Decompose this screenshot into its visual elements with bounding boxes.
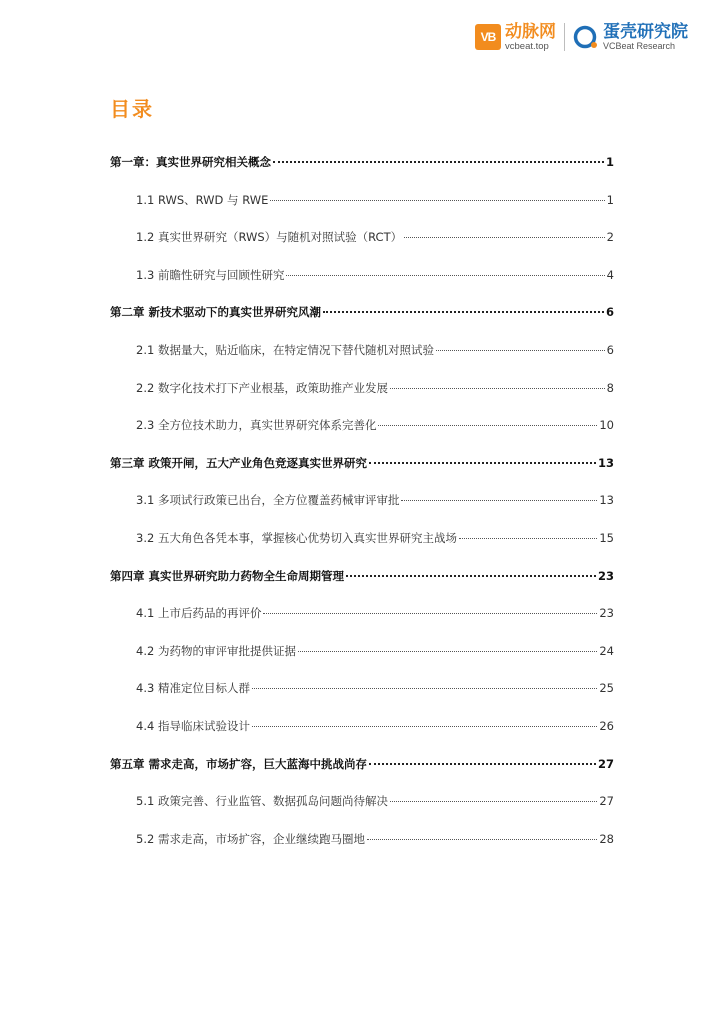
header-logos [475,20,688,54]
toc-chapter-entry[interactable] [110,568,614,606]
toc-entry-page: 13 [599,493,614,508]
vcbeat-research-logo [573,23,688,51]
toc-chapter-entry[interactable] [110,304,614,342]
toc-entry-page: 25 [599,681,614,696]
toc-entry-page: 15 [599,530,614,545]
toc-entry-title: 5.2 需求走高，市场扩容，企业继续跑马圈地 [136,831,365,846]
toc-section-entry[interactable] [110,718,614,756]
toc-entry-title: 1.2 真实世界研究（RWS）与随机对照试验（RCT） [136,230,403,245]
toc-dot-leader [401,500,597,501]
logo-divider [564,23,565,51]
toc-entry-title: 第四章 真实世界研究助力药物全生命周期管理 [110,568,345,583]
eggshell-icon [573,24,599,50]
vcbeat-badge-text: VB [480,30,496,44]
toc-section-entry[interactable] [110,793,614,831]
table-of-contents [110,154,614,868]
toc-dot-leader [369,763,596,765]
toc-section-entry[interactable] [110,417,614,455]
toc-section-entry[interactable] [110,492,614,530]
toc-entry-page: 27 [597,756,614,771]
toc-dot-leader [346,575,596,577]
toc-entry-page: 28 [599,831,614,846]
toc-entry-title: 第一章：真实世界研究相关概念 [110,155,271,169]
toc-entry-page: 27 [599,794,614,809]
toc-entry-title: 2.3 全方位技术助力，真实世界研究体系完善化 [136,418,377,433]
toc-title: 目录 [110,97,154,121]
toc-dot-leader [273,161,604,163]
research-name: 蛋壳研究院 [603,22,688,41]
toc-dot-leader [323,311,604,313]
toc-entry-title: 1.3 前瞻性研究与回顾性研究 [136,267,285,282]
toc-section-entry[interactable] [110,380,614,418]
toc-entry-title: 4.2 为药物的审评审批提供证据 [136,643,296,658]
toc-entry-page: 23 [597,568,614,583]
toc-section-entry[interactable] [110,530,614,568]
toc-section-entry[interactable] [110,267,614,305]
toc-dot-leader [252,688,597,689]
toc-entry-page: 2 [606,230,614,245]
toc-entry-title: 1.1 RWS、RWD 与 RWE [136,192,269,207]
vcbeat-url: vcbeat.top [505,40,549,52]
toc-entry-page: 8 [606,380,614,395]
toc-entry-title: 第二章 新技术驱动下的真实世界研究风潮 [110,305,322,320]
toc-entry-title: 2.2 数字化技术打下产业根基，政策助推产业发展 [136,380,388,395]
toc-entry-page: 26 [599,718,614,733]
toc-dot-leader [404,237,605,238]
toc-entry-page: 10 [599,418,614,433]
toc-section-entry[interactable] [110,643,614,681]
toc-entry-page: 6 [606,342,614,357]
toc-section-entry[interactable] [110,192,614,230]
toc-dot-leader [459,538,597,539]
toc-entry-title: 4.4 指导临床试验设计 [136,718,250,733]
toc-entry-page: 1 [605,155,614,169]
vcbeat-name: 动脉网 [505,21,556,41]
toc-entry-page: 6 [605,305,614,320]
toc-entry-title: 4.1 上市后药品的再评价 [136,606,262,621]
research-subtitle: VCBeat Research [603,41,676,51]
toc-dot-leader [286,275,604,276]
toc-entry-page: 24 [599,643,614,658]
toc-entry-title: 第五章 需求走高，市场扩容，巨大蓝海中挑战尚存 [110,756,368,771]
toc-section-entry[interactable] [110,342,614,380]
toc-section-entry[interactable] [110,605,614,643]
toc-dot-leader [270,200,604,201]
toc-section-entry[interactable] [110,680,614,718]
toc-chapter-entry[interactable] [110,154,614,192]
toc-entry-title: 3.1 多项试行政策已出台，全方位覆盖药械审评审批 [136,493,400,508]
toc-section-entry[interactable] [110,831,614,869]
toc-dot-leader [369,462,596,464]
toc-entry-page: 23 [599,606,614,621]
toc-dot-leader [378,425,597,426]
toc-dot-leader [390,801,597,802]
toc-dot-leader [252,726,597,727]
toc-entry-page: 4 [606,267,614,282]
toc-entry-title: 4.3 精准定位目标人群 [136,681,250,696]
toc-entry-page: 13 [597,455,614,470]
toc-dot-leader [436,350,605,351]
toc-entry-title: 3.2 五大角色各凭本事，掌握核心优势切入真实世界研究主战场 [136,530,457,545]
toc-entry-page: 1 [606,192,614,207]
vcbeat-badge-icon [475,24,501,50]
toc-chapter-entry[interactable] [110,455,614,493]
toc-section-entry[interactable] [110,229,614,267]
toc-chapter-entry[interactable] [110,756,614,794]
toc-dot-leader [367,839,597,840]
toc-dot-leader [263,613,597,614]
toc-dot-leader [298,651,597,652]
toc-dot-leader [390,388,605,389]
vcbeat-logo [475,23,556,52]
toc-entry-title: 第三章 政策开闸，五大产业角色竞逐真实世界研究 [110,455,368,470]
toc-entry-title: 5.1 政策完善、行业监管、数据孤岛问题尚待解决 [136,794,388,809]
toc-entry-title: 2.1 数据量大，贴近临床，在特定情况下替代随机对照试验 [136,342,434,357]
